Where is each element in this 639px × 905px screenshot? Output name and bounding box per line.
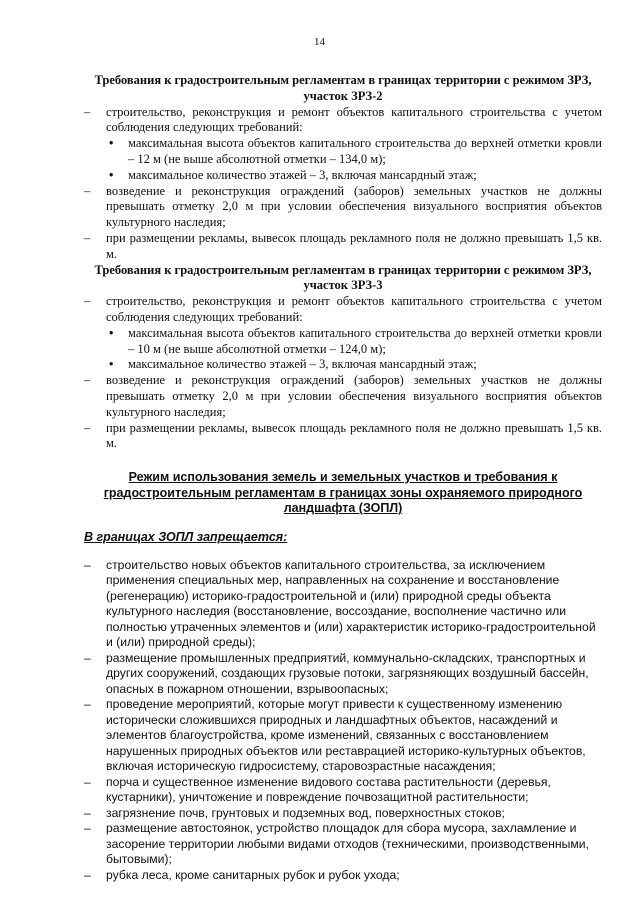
zrz3-bullet-max-height: • максимальная высота объектов капитального строительства до верхней отметки кровли – 10 м (не выше абсолютной отметки – 124,0 м); [84,326,602,358]
document-body [84,73,602,883]
zopl-prohibited-label: В границах ЗОПЛ запрещается: [84,529,288,544]
list-item: – размещение промышленных предприятий, коммунально-складских, транспортных и других сооружений, создающих грузовые потоки, загрязняющих воздушный бассейн, опасных в пожарном отношении, взрывоопасных; [84,651,602,698]
zrz3-item-advertising: – при размещении рекламы, вывесок площадь рекламного поля не должно превышать 1,5 кв. м. [84,421,602,453]
zrz2-item-advertising: – при размещении рекламы, вывесок площадь рекламного поля не должно превышать 1,5 кв. м. [84,231,602,263]
zrz2-item-fences: – возведение и реконструкция ограждений (заборов) земельных участков не должны превышать отметку 2,0 м при условии обеспечения визуального восприятия объектов культурного наследия; [84,184,602,231]
zrz2-item-construction: – строительство, реконструкция и ремонт объектов капитального строительства с учетом соблюдения следующих требований: [84,105,602,137]
zrz3-bullet-max-floors: • максимальное количество этажей – 3, включая мансардный этаж; [84,357,602,373]
list-item: – рубка леса, кроме санитарных рубок и рубок ухода; [84,868,602,884]
zrz3-item-fences: – возведение и реконструкция ограждений (заборов) земельных участков не должны превышать отметку 2,0 м при условии обеспечения визуального восприятия объектов культурного наследия; [84,373,602,420]
list-item: – порча и существенное изменение видового состава растительности (деревья, кустарники), уничтожение и повреждение почвозащитной растительности; [84,775,602,806]
zopl-heading: Режим использования земель и земельных участков и требования к градостроительным регламентам в границах зоны охраняемого природного ландшафта (ЗОПЛ) [103,470,583,516]
zrz3-heading: Требования к градостроительным регламентам в границах территории с режимом ЗРЗ, участок ЗРЗ-3 [94,262,592,293]
zrz3-item-construction: – строительство, реконструкция и ремонт объектов капитального строительства с учетом соблюдения следующих требований: [84,294,602,326]
zrz2-bullet-max-height: • максимальная высота объектов капитального строительства до верхней отметки кровли – 12 м (не выше абсолютной отметки – 134,0 м); [84,136,602,168]
list-item: – размещение автостоянок, устройство площадок для сбора мусора, захламление и засорение территории любыми видами отходов (техническими, производственными, бытовыми); [84,821,602,868]
list-item: – строительство новых объектов капитального строительства, за исключением применения специальных мер, направленных на сохранение и восстановление (регенерацию) историко-градостроительной и (или) природной среды объекта культурного наследия (восстановление, воссоздание, восполнение частично или полностью утраченных элементов и (или) характеристик историко-градостроительной и (или) природной среды); [84,558,602,651]
zopl-prohibited-list [84,558,602,884]
zrz2-bullet-max-floors: • максимальное количество этажей – 3, включая мансардный этаж; [84,168,602,184]
list-item: – загрязнение почв, грунтовых и подземных вод, поверхностных стоков; [84,806,602,822]
zrz2-heading: Требования к градостроительным регламентам в границах территории с режимом ЗРЗ, участок ЗРЗ-2 [94,73,592,103]
page-number: 14 [314,36,325,48]
list-item: – проведение мероприятий, которые могут привести к существенному изменению исторически сложившихся природных и ландшафтных объектов, насаждений и элементов благоустройства, кроме изменений, связанных с восстановлением нарушенных природных объектов или реставрацией историко-культурных объектов, включая историческую гидросистему, старовозрастные насаждения; [84,697,602,775]
